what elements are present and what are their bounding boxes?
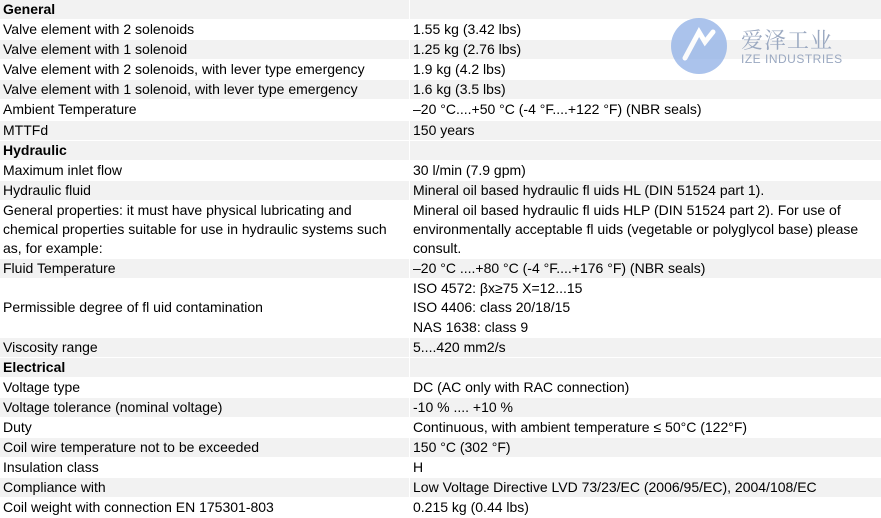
spec-label: Fluid Temperature: [0, 259, 410, 279]
spec-label: Hydraulic fluid: [0, 180, 410, 200]
spec-label: Valve element with 1 solenoid, with lever type emergency: [0, 80, 410, 100]
spec-value: 0.215 kg (0.44 lbs): [410, 498, 881, 518]
section-row: [0, 140, 881, 160]
spec-value: 30 l/min (7.9 gpm): [410, 160, 881, 180]
spec-value: H: [410, 458, 881, 478]
table-row: [0, 160, 881, 180]
table-row: [0, 498, 881, 518]
spec-value: 5....420 mm2/s: [410, 337, 881, 357]
table-row: [0, 100, 881, 120]
table-row: [0, 377, 881, 397]
table-row: [0, 279, 881, 337]
spec-label: Duty: [0, 417, 410, 437]
watermark-text-en: IZE INDUSTRIES: [741, 52, 843, 66]
spec-value: Continuous, with ambient temperature ≤ 50°C (122°F): [410, 417, 881, 437]
spec-value: 1.6 kg (3.5 lbs): [410, 80, 881, 100]
table-row: [0, 20, 881, 40]
spec-value: 1.25 kg (2.76 lbs): [410, 40, 881, 60]
spec-value: 1.55 kg (3.42 lbs): [410, 20, 881, 40]
spec-label: Maximum inlet flow: [0, 160, 410, 180]
spec-value: 150 °C (302 °F): [410, 438, 881, 458]
spec-label: Valve element with 1 solenoid: [0, 40, 410, 60]
table-row: [0, 60, 881, 80]
spec-label: Voltage type: [0, 377, 410, 397]
spec-value: -10 % .... +10 %: [410, 397, 881, 417]
spec-value: [410, 0, 881, 20]
spec-value: 150 years: [410, 120, 881, 140]
spec-value: Low Voltage Directive LVD 73/23/EC (2006/95/EC), 2004/108/EC: [410, 478, 881, 498]
section-heading: Electrical: [0, 357, 410, 377]
spec-value: –20 °C ....+80 °C (-4 °F....+176 °F) (NBR seals): [410, 259, 881, 279]
section-row: [0, 0, 881, 20]
spec-label: Insulation class: [0, 458, 410, 478]
spec-value: DC (AC only with RAC connection): [410, 377, 881, 397]
table-row: [0, 80, 881, 100]
spec-label: Valve element with 2 solenoids, with lever type emergency: [0, 60, 410, 80]
table-row: [0, 438, 881, 458]
spec-label: Voltage tolerance (nominal voltage): [0, 397, 410, 417]
spec-value: Mineral oil based hydraulic fl uids HL (DIN 51524 part 1).: [410, 180, 881, 200]
spec-value: ISO 4572: βx≥75 X=12...15 ISO 4406: class 20/18/15 NAS 1638: class 9: [410, 279, 881, 337]
spec-label: Viscosity range: [0, 337, 410, 357]
table-row: [0, 417, 881, 437]
spec-value: [410, 357, 881, 377]
table-row: [0, 40, 881, 60]
spec-label: Ambient Temperature: [0, 100, 410, 120]
table-row: [0, 200, 881, 258]
table-row: [0, 337, 881, 357]
section-row: [0, 357, 881, 377]
spec-value: Mineral oil based hydraulic fl uids HLP (DIN 51524 part 2). For use of environmentally acceptable fl uids (vegetable or polyglycol base) please consult.: [410, 200, 881, 258]
spec-label: Coil weight with connection EN 175301-803: [0, 498, 410, 518]
table-row: [0, 478, 881, 498]
spec-label: Coil wire temperature not to be exceeded: [0, 438, 410, 458]
spec-label: General properties: it must have physical lubricating and chemical properties suitable for use in hydraulic systems such as, for example:: [0, 200, 410, 258]
spec-value: [410, 140, 881, 160]
table-row: [0, 120, 881, 140]
table-row: [0, 180, 881, 200]
spec-label: Compliance with: [0, 478, 410, 498]
table-row: [0, 458, 881, 478]
spec-label: MTTFd: [0, 120, 410, 140]
table-row: [0, 397, 881, 417]
spec-value: –20 °C....+50 °C (-4 °F....+122 °F) (NBR seals): [410, 100, 881, 120]
spec-label: Valve element with 2 solenoids: [0, 20, 410, 40]
section-heading: General: [0, 0, 410, 20]
table-row: [0, 259, 881, 279]
watermark-text-cn: 爱泽工业: [741, 24, 833, 55]
spec-value: 1.9 kg (4.2 lbs): [410, 60, 881, 80]
section-heading: Hydraulic: [0, 140, 410, 160]
spec-label: Permissible degree of fl uid contamination: [0, 279, 410, 337]
